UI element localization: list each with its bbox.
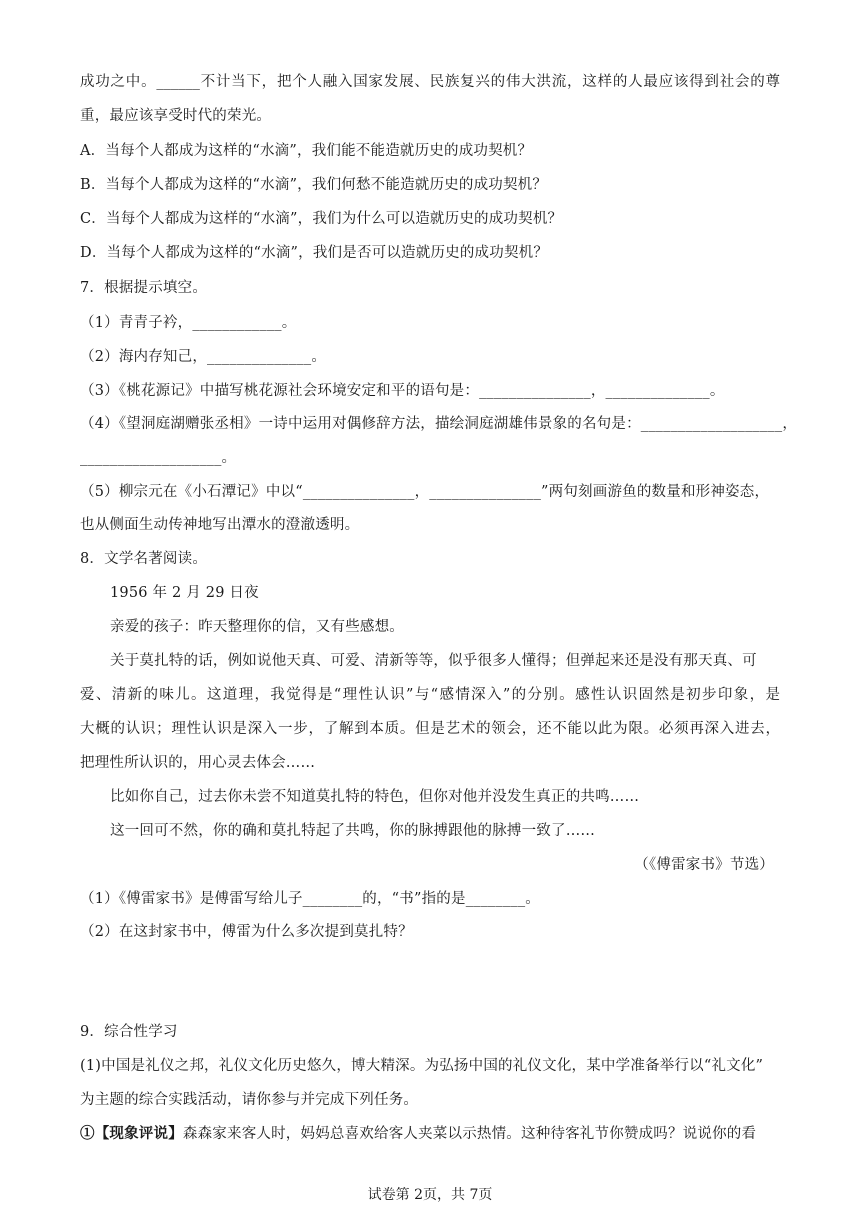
q7-item-5-line-1: （5）柳宗元在《小石潭记》中以“_______________，_______________”两句刻画游鱼的数量和形神姿态， (80, 484, 770, 500)
q7-item-3: （3）《桃花源记》中描写桃花源社会环境安定和平的语句是：_______________，______________。 (80, 383, 725, 399)
q7-item-2: （2）海内存知己，______________。 (80, 349, 327, 365)
q8-para-1-line-2: 爱、清新的味儿。这道理，我觉得是“理性认识”与“感情深入”的分别。感性认识固然是初步印象，是 (80, 687, 780, 703)
q6-passage-line-2: 重，最应该享受时代的荣光。 (80, 108, 272, 124)
q6-option-b: B．当每个人都成为这样的“水滴”，我们何愁不能造就历史的成功契机？ (80, 177, 548, 193)
q7-item-5-line-2: 也从侧面生动传神地写出潭水的澄澈透明。 (80, 517, 360, 533)
q8-para-1-line-3: 大概的认识；理性认识是深入一步，了解到本质。但是艺术的领会，还不能以此为限。必须再深入进去， (80, 721, 780, 737)
q8-para-2: 比如你自己，过去你未尝不知道莫扎特的特色，但你对他并没发生真正的共鸣…… (110, 789, 640, 805)
q9-task-1 (80, 1124, 756, 1144)
q6-option-d: D．当每个人都成为这样的“水滴”，我们是否可以造就历史的成功契机？ (80, 245, 549, 261)
q8-para-1-line-4: 把理性所认识的，用心灵去体会…… (80, 755, 316, 771)
q6-option-a: A．当每个人都成为这样的“水滴”，我们能不能造就历史的成功契机？ (80, 143, 533, 159)
q8-letter-greeting: 亲爱的孩子：昨天整理你的信，又有些感想。 (110, 619, 404, 635)
q9-task-1-label: ①【现象评说】 (80, 1125, 183, 1142)
page-footer: 试卷第 2页，共 7页 (367, 1187, 493, 1203)
q8-para-1-line-1: 关于莫扎特的话，例如说他天真、可爱、清新等等，似乎很多人懂得；但弹起来还是没有那天真、可 (110, 653, 757, 669)
q7-item-4-line-1: （4）《望洞庭湖赠张丞相》一诗中运用对偶修辞方法，描绘洞庭湖雄伟景象的名句是：___________________， (80, 416, 798, 432)
q6-passage-line-1: 成功之中。______不计当下，把个人融入国家发展、民族复兴的伟大洪流，这样的人最应该得到社会的尊 (80, 74, 780, 90)
q8-title: 8．文学名著阅读。 (80, 551, 208, 567)
q8-para-3: 这一回可不然，你的确和莫扎特起了共鸣，你的脉搏跟他的脉搏一致了…… (110, 823, 596, 839)
q9-para-1-line-1: (1)中国是礼仪之邦，礼仪文化历史悠久，博大精深。为弘扬中国的礼仪文化，某中学准备举行以“礼文化” (80, 1058, 764, 1074)
q9-task-1-text: 森森家来客人时，妈妈总喜欢给客人夹菜以示热情。这种待客礼节你赞成吗？说说你的看 (182, 1126, 757, 1142)
q8-sub-1: （1）《傅雷家书》是傅雷写给儿子________的，“书”指的是________。 (80, 891, 540, 907)
q9-title: 9．综合性学习 (80, 1024, 178, 1040)
q9-para-1-line-2: 为主题的综合实践活动，请你参与并完成下列任务。 (80, 1092, 419, 1108)
q6-option-c: C．当每个人都成为这样的“水滴”，我们为什么可以造就历史的成功契机？ (80, 211, 563, 227)
q8-source: （《傅雷家书》节选） (634, 857, 774, 873)
q7-item-4-line-2: ___________________。 (80, 450, 237, 466)
q7-item-1: （1）青青子衿，____________。 (80, 315, 297, 331)
q7-title: 7．根据提示填空。 (80, 280, 208, 296)
q8-sub-2: （2）在这封家书中，傅雷为什么多次提到莫扎特？ (80, 924, 413, 940)
q8-letter-date: 1956 年 2 月 29 日夜 (110, 585, 259, 601)
